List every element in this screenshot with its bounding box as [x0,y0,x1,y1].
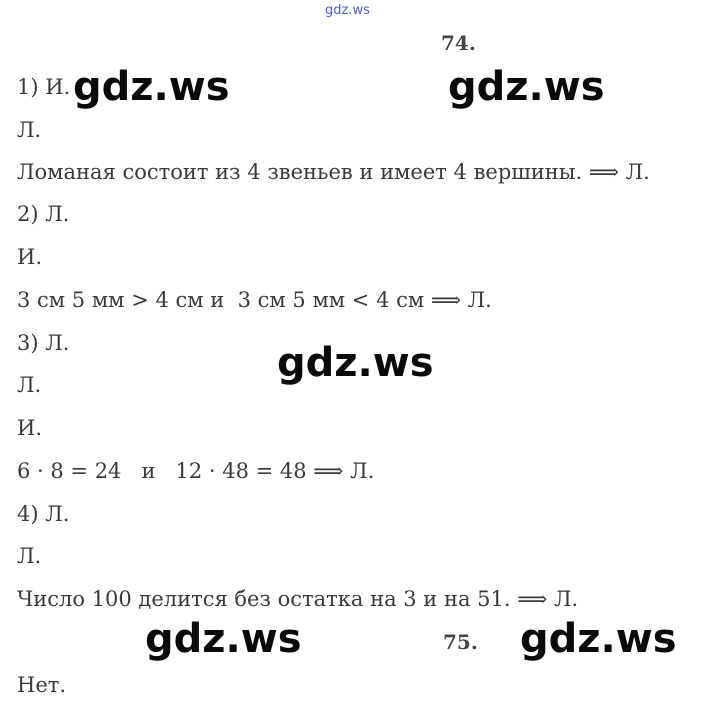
watermark-1: gdz.ws [73,64,230,110]
task-74-line-5: И. [17,245,42,269]
watermark-5: gdz.ws [520,616,677,662]
task-74-line-2: Л. [17,118,42,142]
task-74-line-11: 4) Л. [17,502,70,526]
task-74-line-8: Л. [17,373,42,397]
task-74-line-4: 2) Л. [17,202,70,226]
task-74-line-3: Ломаная состоит из 4 звеньев и имеет 4 вершины. ⟹ Л. [17,160,650,184]
task-74-line-9: И. [17,416,42,440]
task-74-heading: 74. [441,31,476,55]
watermark-2: gdz.ws [448,64,605,110]
watermark-4: gdz.ws [145,616,302,662]
watermark-3: gdz.ws [277,340,434,386]
task-74-line-1: 1) И. [17,75,71,99]
task-74-line-6: 3 см 5 мм > 4 см и 3 см 5 мм < 4 см ⟹ Л. [17,288,492,312]
watermark-small: gdz.ws [325,3,370,18]
task-75-line-1: Нет. [17,673,67,697]
task-74-line-10: 6 · 8 = 24 и 12 · 48 = 48 ⟹ Л. [17,459,375,483]
task-74-line-7: 3) Л. [17,331,70,355]
task-74-line-12: Л. [17,544,42,568]
task-75-heading: 75. [443,630,478,654]
task-74-line-13: Число 100 делится без остатка на 3 и на 51. ⟹ Л. [17,587,579,611]
